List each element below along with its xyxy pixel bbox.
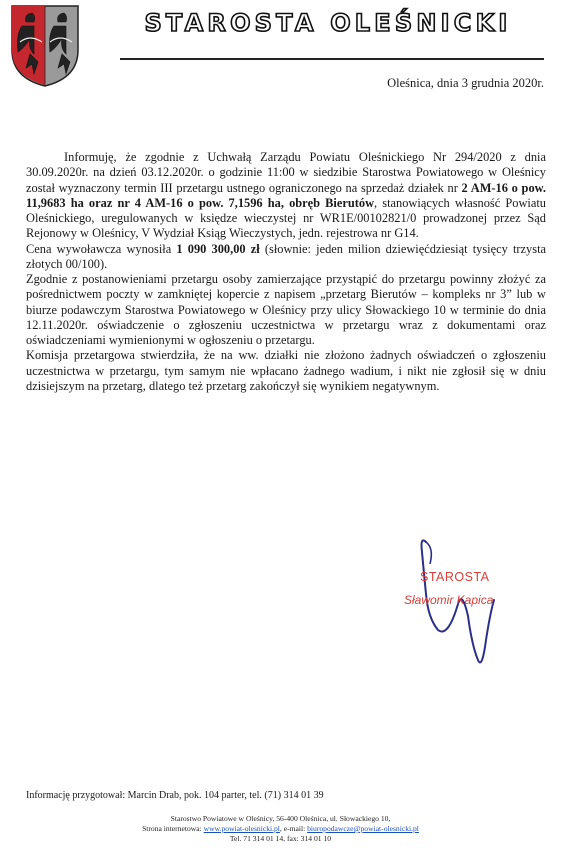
email-link[interactable]: biuropodawcze@powiat-olesnicki.pl	[307, 823, 419, 833]
signature	[398, 534, 518, 684]
paragraph-announcement	[26, 150, 546, 242]
date-line: Oleśnica, dnia 3 grudnia 2020r.	[387, 76, 544, 90]
price-value: 1 090 300,00 zł	[176, 241, 260, 256]
page-title: STAROSTA OLEŚNICKI	[144, 9, 512, 37]
paragraph-text: Informuję, że zgodnie z Uchwałą Zarządu Powiatu Oleśnickiego Nr 294/2020 z dnia 30.09.2020r. na dzień 03.12.2020r. o godzinie 11:00 w siedzibie Starostwa Powiatowego w Oleśnicy został wyznaczony termin III przetargu ustnego ograniczonego na sprzedaż działek nr	[26, 150, 546, 195]
paragraph-conditions: Zgodnie z postanowieniami przetargu osoby zamierzające przystąpić do przetargu powinny złożyć za pośrednictwem poczty w zamkniętej kopercie z napisem „przetarg Bierutów – kompleks nr 3” lub w biurze podawczym Starostwa Powiatowego w Oleśnicy przy ulicy Słowackiego 10 w terminie do dnia 12.11.2020r. oświadczenie o zgłoszeniu uczestnictwa w przetargu wraz z dokumentami oraz oświadczeniami wymienionymi w ogłoszeniu o przetargu.	[26, 272, 546, 347]
email-label: , e-mail:	[279, 823, 308, 833]
paragraph-result: Komisja przetargowa stwierdziła, że na ww. działki nie złożono żadnych oświadczeń o zgłoszeniu uczestnictwa w przetargu, tym samym nie wpłacano żadnego wadium, i nikt nie zgłosił się w dniu dzisiejszym na przetarg, dlatego też przetarg zakończył się wynikiem negatywnym.	[26, 348, 546, 393]
footer	[0, 814, 561, 844]
parcel-details: 2 AM-16 o pow. 11,9683 ha oraz nr 4 AM-16 o pow. 7,1596 ha, obręb Bierutów	[26, 180, 546, 210]
prepared-by: Informację przygotował: Marcin Drab, pok. 104 parter, tel. (71) 314 01 39	[26, 790, 324, 801]
footer-phone: Tel. 71 314 01 14, fax: 314 01 10	[229, 833, 332, 843]
paragraph-text: , stanowiących własność Powiatu Oleśnickiego, uregulowanych w księdze wieczystej nr WR1E/00102821/0 prowadzonej przez Sąd Rejonowy w Oleśnicy, V Wydział Ksiąg Wieczystych, jedn. rejestrowa nr G14.	[26, 195, 546, 241]
footer-address: Starostwo Powiatowe w Oleśnicy, 56-400 Oleśnica, ul. Słowackiego 10,	[170, 814, 391, 823]
website-link[interactable]: www.powiat-olesnicki.pl	[203, 823, 280, 833]
document-body	[26, 150, 546, 394]
footer-contact	[0, 824, 561, 834]
website-label: Strona internetowa:	[142, 823, 204, 833]
paragraph-text: Cena wywoławcza wynosiła	[26, 241, 177, 256]
coat-of-arms-eagle-icon	[10, 4, 80, 88]
stamp-title: STAROSTA	[420, 570, 490, 584]
header-divider	[120, 58, 544, 60]
paragraph-text: (słownie: jeden milion dziewięćdziesiąt tysięcy trzysta złotych 00/100).	[26, 241, 547, 271]
paragraph-price	[26, 242, 546, 273]
stamp-name: Sławomir Kapica	[404, 593, 494, 607]
